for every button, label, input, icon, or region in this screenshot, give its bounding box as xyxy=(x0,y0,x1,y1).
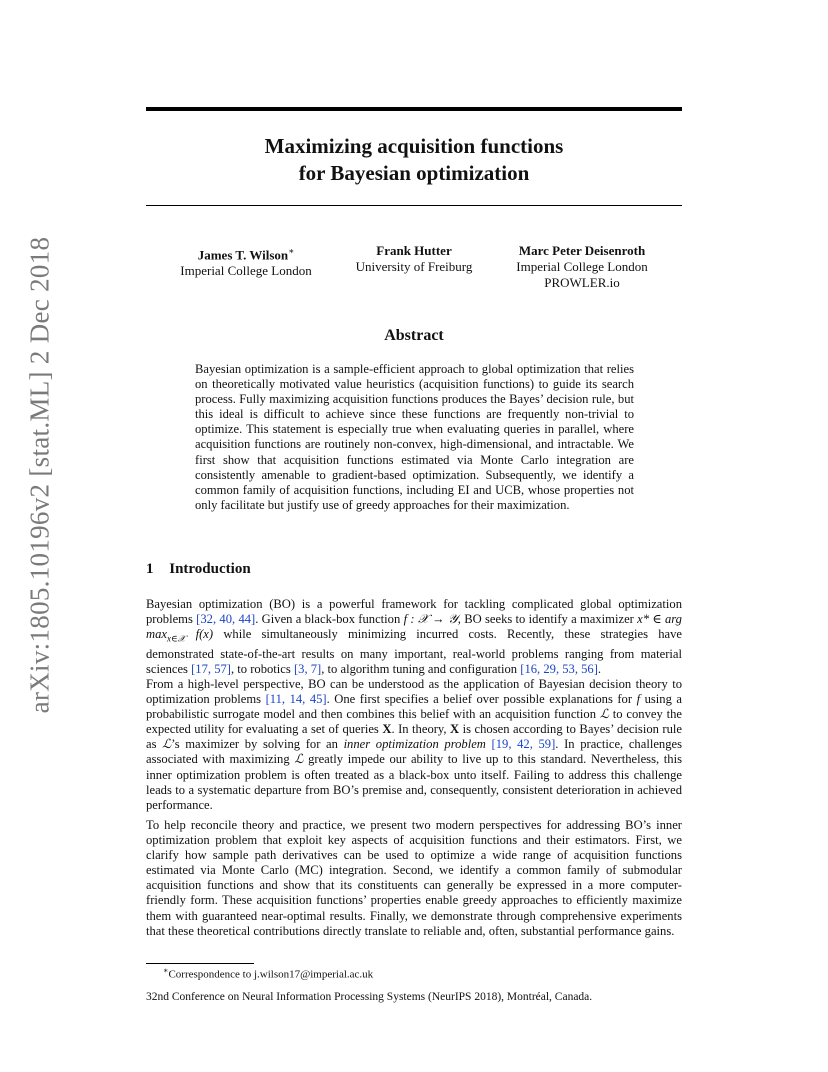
paragraph-text: using a probabilistic surrogate model and then combines this belief with an acquisition function xyxy=(146,692,683,722)
paragraph-text: is chosen according to Bayes’ decision rule as xyxy=(146,722,682,752)
paper-title-line-1: Maximizing acquisition functions xyxy=(264,134,564,158)
section-title: Introduction xyxy=(169,561,251,577)
emphasis-text: inner optimization problem xyxy=(343,737,486,752)
footnote-mark: ∗ xyxy=(163,966,169,975)
math-expression: f : 𝒳 → 𝒴 xyxy=(403,612,458,627)
title-top-rule xyxy=(146,107,682,111)
math-expression: f(x) xyxy=(185,627,214,642)
math-bold-symbol: X xyxy=(382,722,392,737)
author-name: Frank Hutter xyxy=(376,243,452,258)
paragraph-text: to convey the expected utility for evaluating a set of queries xyxy=(146,707,682,737)
math-expression: ℒ xyxy=(294,752,304,767)
conference-line: 32nd Conference on Neural Information Processing Systems (NeurIPS 2018), Montréal, Canada. xyxy=(146,991,593,1003)
footnote xyxy=(163,966,373,981)
intro-paragraph-1 xyxy=(146,597,682,677)
paragraph-text: . One first specifies a belief over possible explanations for xyxy=(326,692,637,707)
section-number: 1 xyxy=(146,561,154,577)
author-name: James T. Wilson xyxy=(197,247,289,263)
math-expression: f xyxy=(636,692,641,707)
author-affiliation: Imperial College London xyxy=(516,259,648,274)
citation-link[interactable]: [32, 40, 44] xyxy=(196,612,256,627)
citation-link[interactable]: [19, 42, 59] xyxy=(491,737,556,752)
math-subscript: x∈𝒳 xyxy=(166,633,186,644)
correspondence-mark: ∗ xyxy=(288,246,295,256)
paragraph-text: From a high-level perspective, BO can be understood as the application of Bayesian decision theory to optimization problems xyxy=(146,677,682,707)
author-block xyxy=(161,243,331,279)
paragraph-text: . xyxy=(597,661,602,676)
paragraph-text: greatly impede our ability to live up to this standard. Nevertheless, this inner optimization problem is often treated as a black-box unto itself. Failing to address this challenge leads to a systematic departure from BO’s premise and, consequently, consistent deterioration in achieved performance. xyxy=(146,752,683,812)
citation-link[interactable]: [3, 7] xyxy=(293,661,322,676)
paragraph-text: , BO seeks to identify a maximizer xyxy=(457,612,638,627)
author-name: Marc Peter Deisenroth xyxy=(518,243,646,258)
author-block xyxy=(329,243,499,275)
math-expression: ℒ xyxy=(599,707,609,722)
footnote-text: Correspondence to j.wilson17@imperial.ac.uk xyxy=(168,968,374,981)
math-bold-symbol: X xyxy=(450,722,460,737)
citation-link[interactable]: [11, 14, 45] xyxy=(265,692,327,707)
paragraph-text: while simultaneously minimizing incurred costs. Recently, these strategies have demonstrated state-of-the-art results on many important, real-world problems ranging from material sciences xyxy=(146,627,683,676)
intro-paragraph-3: To help reconcile theory and practice, we present two modern perspectives for addressing BO’s inner optimization problem that exploit key aspects of acquisition functions and their estimators. First, we clarify how sample path derivatives can be used to optimize a wide range of acquisition functions estimated via Monte Carlo (MC) integration. Second, we identify a common family of submodular acquisition functions and show that its constituents can generally be expressed in a more computer-friendly form. These acquisition functions’ properties enable greedy approaches to efficiently maximize them with guaranteed near-optimal results. Finally, we demonstrate through comprehensive experiments that these theoretical contributions directly translate to reliable and, often, substantial performance gains. xyxy=(146,818,682,938)
math-expression: ℒ xyxy=(162,737,172,752)
citation-link[interactable]: [16, 29, 53, 56] xyxy=(520,661,598,676)
arxiv-identifier: arXiv:1805.10196v2 [stat.ML] 2 Dec 2018 xyxy=(24,236,55,714)
math-expression: x* ∈ arg max xyxy=(146,612,682,642)
author-affiliation: University of Freiburg xyxy=(355,259,473,274)
section-heading xyxy=(146,561,251,578)
paragraph-text: . In practice, challenges associated with maximizing xyxy=(146,737,682,767)
abstract-heading: Abstract xyxy=(384,327,444,344)
title-bottom-rule xyxy=(146,205,682,206)
author-affiliation: PROWLER.io xyxy=(544,275,620,290)
paragraph-text: . Given a black-box function xyxy=(255,612,404,627)
paper-title-line-2: for Bayesian optimization xyxy=(298,161,530,185)
abstract-text: Bayesian optimization is a sample-efficient approach to global optimization that relies on theoretically motivated value heuristics (acquisition functions) to guide its search process. Fully maximizing acquisition functions produces the Bayes’ decision rule, but this ideal is difficult to achieve since these functions are frequently non-trivial to optimize. This statement is especially true when evaluating queries in parallel, where acquisition functions are routinely non-convex, high-dimensional, and intractable. We first show that acquisition functions estimated via Monte Carlo integration are consistently amenable to gradient-based optimization. Subsequently, we identify a common family of acquisition functions, including EI and UCB, whose properties not only facilitate but justify use of greedy approaches for their maximization. xyxy=(195,362,634,512)
intro-paragraph-2 xyxy=(146,677,682,813)
paragraph-text: Bayesian optimization (BO) is a powerful framework for tackling complicated global optimization problems xyxy=(146,597,682,627)
paragraph-text: . In theory, xyxy=(391,722,451,737)
paragraph-text: ’s maximizer by solving for an xyxy=(171,737,344,752)
citation-link[interactable]: [17, 57] xyxy=(191,661,231,676)
paragraph-text: , to algorithm tuning and configuration xyxy=(321,661,521,676)
paragraph-text: , to robotics xyxy=(230,661,294,676)
author-affiliation: Imperial College London xyxy=(180,263,312,279)
author-block xyxy=(497,243,667,291)
footnote-rule xyxy=(146,963,254,964)
